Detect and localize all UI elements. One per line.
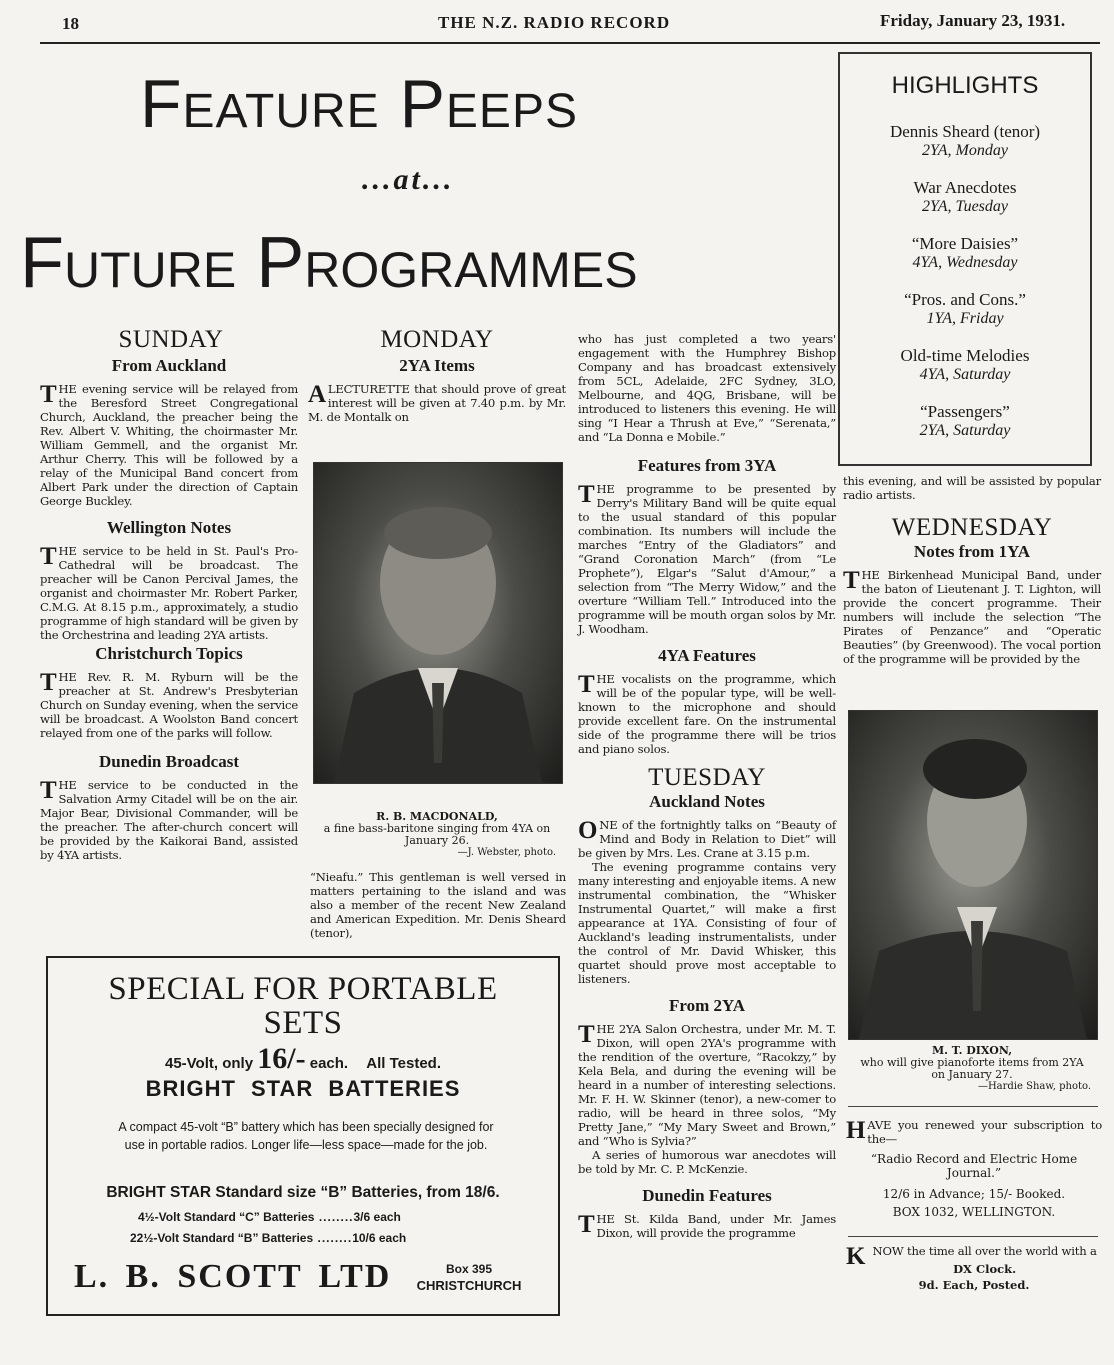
day-heading-tuesday: TUESDAY — [648, 764, 766, 791]
title-feature-peeps: Feature Peeps — [140, 66, 578, 142]
section-heading: Wellington Notes — [106, 518, 232, 537]
ad-volt-label: 45-Volt, only — [164, 1055, 254, 1072]
subscription-address: BOX 1032, WELLINGTON. — [892, 1205, 1056, 1219]
section-heading: Features from 3YA — [637, 456, 777, 475]
highlight-name: Old-time Melodies — [900, 346, 1030, 365]
portrait-photo-dixon — [848, 710, 1098, 1040]
article-text: ALECTURETTE that should prove of great interest will be given at 7.40 p.m. by Mr. M. de Montalk on — [308, 381, 566, 424]
highlight-name: “More Daisies” — [911, 234, 1019, 253]
day-heading-sunday: SUNDAY — [118, 326, 224, 353]
page-number: 18 — [62, 14, 79, 33]
ad-tested: All Tested. — [366, 1055, 442, 1072]
article-text: THE Rev. R. M. Ryburn will be the preacher at St. Andrew's Presbyterian Church on Sunday evening, when the service will be broadcast. A Woolston Band concert relayed from one of the parks will follow. — [40, 669, 298, 740]
caption-description: a fine bass-baritone singing from 4YA on January 26. — [323, 822, 551, 847]
subscription-box — [846, 1118, 1102, 1218]
caption-dixon — [843, 1044, 1101, 1093]
highlight-item — [840, 178, 1090, 216]
drop-cap: T — [40, 777, 57, 804]
drop-cap: T — [40, 381, 57, 408]
article-text: THE St. Kilda Band, under Mr. James Dixon, will provide the programme — [578, 1211, 836, 1240]
column-four — [843, 474, 1101, 666]
dx-clock-ad — [846, 1244, 1102, 1292]
article-text: THE programme to be presented by Derry's Military Band will be quite equal to the usual standard of this popular combination. Its numbers will include the marches “Entry of the Gladiators” and “Grand Coronation March” (from “Le Prophete”), Elgar's “Salut d'Amour,” a selection from “The Merry Widow,” and the overture “William Tell.” Introduced into the programme will be mouth organ solos by Mr. J. Woodham. — [578, 481, 836, 636]
title-at: ...at... — [362, 163, 455, 196]
ad-city: CHRISTCHURCH — [416, 1278, 522, 1293]
article-text: THE evening service will be relayed from the Beresford Street Congregational Church, Auckland, the preacher being the Rev. Albert V. Whiting, the choirmaster Mr. William Gemmell, and the organist Mr. Arthur Cherry. This will be followed by a relay of the Municipal Band concert from Albert Park under the direction of Captain George Buckley. — [40, 381, 298, 508]
highlight-item — [840, 234, 1090, 272]
section-heading: From 2YA — [668, 996, 746, 1015]
caption-credit: —J. Webster, photo. — [457, 847, 556, 858]
highlight-station: 4YA, Wednesday — [912, 254, 1018, 271]
highlight-item — [840, 402, 1090, 440]
ad-price-line — [48, 1042, 558, 1076]
ad-row-price: 3/6 each — [353, 1210, 401, 1224]
ad-heading: SPECIAL FOR PORTABLE SETS — [108, 971, 498, 1041]
caption-name: R. B. MACDONALD, — [376, 810, 498, 823]
section-heading: Christchurch Topics — [95, 644, 243, 663]
article-text: who has just completed a two years' engagement with the Humphrey Bishop Company and has broadcast extensively from 5CL, Adelaide, 2FC Sydney, 3LO, Melbourne, and 4QG, Brisbane, will be introduced to listeners this evening. He will sing “I Hear a Thrush at Eve,” “Serenata,” and “La Donna e Mobile.” — [578, 332, 836, 444]
title-future-programmes: Future Programmes — [20, 223, 638, 303]
drop-cap: T — [40, 669, 57, 696]
highlight-name: Dennis Sheard (tenor) — [889, 122, 1041, 141]
ad-row-dots: ........ — [313, 1231, 353, 1245]
ad-brand: BRIGHT STAR BATTERIES — [145, 1076, 461, 1101]
ad-row-label: 22½-Volt Standard “B” Batteries — [130, 1231, 314, 1245]
portrait-figure — [849, 711, 1097, 1039]
ad-row-price: 10/6 each — [352, 1231, 407, 1245]
column-sunday — [40, 326, 298, 862]
drop-cap: K — [846, 1243, 866, 1270]
ad-standard-line: BRIGHT STAR Standard size “B” Batteries, from 18/6. — [106, 1184, 500, 1201]
article-text: THE vocalists on the programme, which will be of the popular type, will be well-known to the microphone and should provide excellent fare. On the instrumental side of the programme there will be trios and piano solos. — [578, 671, 836, 756]
issue-date: Friday, January 23, 1931. — [880, 11, 1066, 30]
highlight-name: War Anecdotes — [913, 178, 1017, 197]
section-heading: 2YA Items — [399, 356, 475, 375]
battery-advertisement — [46, 956, 560, 1316]
day-heading-wednesday: WEDNESDAY — [891, 514, 1053, 541]
ad-each: each. — [309, 1055, 349, 1072]
drop-cap: T — [578, 1211, 595, 1238]
column-monday — [308, 326, 566, 424]
portrait-figure — [314, 463, 562, 783]
ad-row-dots: ........ — [314, 1210, 354, 1224]
caption-description: who will give pianoforte items from 2YA on January 27. — [860, 1056, 1084, 1081]
drop-cap: A — [308, 381, 326, 408]
highlight-item — [840, 290, 1090, 328]
drop-cap: O — [578, 817, 598, 844]
ad-row-label: 4½-Volt Standard “C” Batteries — [138, 1210, 315, 1224]
day-heading-monday: MONDAY — [380, 326, 494, 353]
section-heading: Dunedin Features — [642, 1186, 772, 1205]
ad-description: A compact 45-volt “B” battery which has been specially designed for use in portable radios. Longer life—less space—made for the job. — [118, 1120, 494, 1152]
portrait-photo-macdonald — [313, 462, 563, 784]
subscription-price: 12/6 in Advance; 15/- Booked. — [882, 1187, 1066, 1201]
drop-cap: H — [846, 1117, 866, 1144]
caption-macdonald — [308, 810, 566, 859]
article-text: ONE of the fortnightly talks on “Beauty of Mind and Body in Relation to Diet” will be given by Mrs. Les. Crane at 3.15 p.m. — [578, 817, 836, 860]
rule — [848, 1106, 1098, 1107]
highlight-name: “Passengers” — [920, 402, 1010, 421]
article-text: THE 2YA Salon Orchestra, under Mr. M. T. Dixon, will open 2YA's programme with the rendition of the overture, “Racokzy,” by Kela Bela, and during the evening will be heard in a number of interesting selections. Mr. F. H. W. Skinner (tenor), a new-comer to radio, will be heard in three solos, “My Pretty Jane,” “My Mary Sweet and Brown,” and “Who is Sylvia?” — [578, 1021, 836, 1148]
caption-credit: —Hardie Shaw, photo. — [977, 1081, 1091, 1092]
drop-cap: T — [578, 671, 595, 698]
dx-clock-name: DX Clock. — [953, 1262, 1017, 1276]
section-heading: From Auckland — [111, 356, 227, 375]
section-heading: Auckland Notes — [649, 792, 765, 811]
highlight-item — [840, 346, 1090, 384]
ad-price-row — [130, 1231, 490, 1245]
section-heading: 4YA Features — [658, 646, 756, 665]
highlight-station: 4YA, Saturday — [919, 366, 1011, 383]
drop-cap: T — [843, 567, 860, 594]
highlights-box — [838, 52, 1092, 466]
section-heading: Dunedin Broadcast — [99, 752, 239, 771]
dx-text: KNOW the time all over the world with a — [846, 1243, 1097, 1270]
highlights-heading: HIGHLIGHTS — [891, 72, 1039, 99]
highlight-item — [840, 122, 1090, 160]
drop-cap: T — [578, 1021, 595, 1048]
ad-price-row — [138, 1210, 488, 1224]
highlight-station: 2YA, Tuesday — [922, 198, 1008, 215]
article-text: THE service to be held in St. Paul's Pro-Cathedral will be broadcast. The preacher will be Canon Percival James, the organist and choirmaster Mr. Robert Parker, C.M.G. At 8.15 p.m., approximately, a studio programme of high standard will be given by the Orchestrina and leading 2YA artists. — [40, 543, 298, 642]
highlight-station: 2YA, Monday — [922, 142, 1008, 159]
dx-clock-price: 9d. Each, Posted. — [918, 1278, 1030, 1292]
article-text: THE Birkenhead Municipal Band, under the baton of Lieutenant J. T. Lighton, will provide the concert programme. Their numbers will include the selection “The Pirates of Penzance” and “Operatic Beauties” (by Greenwood). The vocal portion of the programme will be provided by the — [843, 567, 1101, 666]
ad-box: Box 395 — [445, 1262, 493, 1276]
caption-name: M. T. DIXON, — [931, 1044, 1013, 1057]
rule — [848, 1236, 1098, 1237]
article-text: THE service to be conducted in the Salvation Army Citadel will be on the air. Major Bear, Divisional Commander, will be the preacher. The after-church concert will be provided by the Kaikorai Band, assisted by 4YA artists. — [40, 777, 298, 862]
ad-company: L. B. SCOTT LTD — [74, 1258, 392, 1295]
ad-price: 16/- — [257, 1042, 306, 1075]
article-text: “Nieafu.” This gentleman is well versed in matters pertaining to the island and was also a member of the recent New Zealand and American Expedition. Mr. Denis Sheard (tenor), — [310, 870, 566, 940]
article-text: The evening programme contains very many interesting and enjoyable items. A new instrumental combination, the “Whisker Instrumental Quartet,” will make a first appearance at 1YA. Consisting of four of Auckland's leading instrumentalists, under the control of Mr. David Whisker, this quartet should prove most acceptable to listeners. — [578, 860, 836, 986]
highlight-name: “Pros. and Cons.” — [904, 290, 1026, 309]
section-heading: Notes from 1YA — [913, 542, 1031, 561]
subscription-text: HAVE you renewed your subscription to the— — [846, 1117, 1102, 1146]
highlight-station: 2YA, Saturday — [919, 422, 1011, 439]
drop-cap: T — [40, 543, 57, 570]
drop-cap: T — [578, 481, 595, 508]
highlight-station: 1YA, Friday — [926, 310, 1004, 327]
article-text: this evening, and will be assisted by popular radio artists. — [843, 474, 1101, 502]
subscription-publication: “Radio Record and Electric Home Journal.” — [870, 1152, 1078, 1180]
publication-name: THE N.Z. RADIO RECORD — [438, 13, 671, 32]
column-three — [578, 332, 836, 1240]
header-rule — [40, 42, 1100, 44]
article-text: A series of humorous war anecdotes will be told by Mr. C. P. McKenzie. — [578, 1148, 836, 1176]
